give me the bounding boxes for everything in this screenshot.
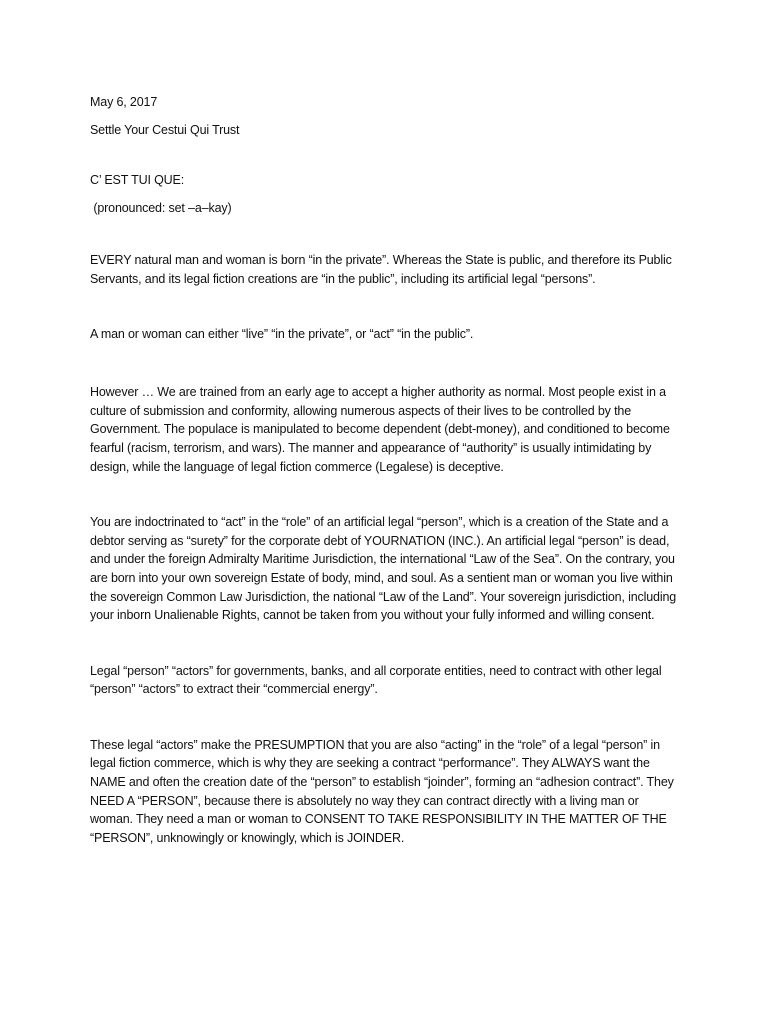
paragraph: Legal “person” “actors” for governments, banks, and all corporate entities, need to contract with other legal “person” “actors” to extract their “commercial energy”. — [90, 663, 662, 697]
paragraph: However … We are trained from an early age to accept a higher authority as normal. Most people exist in a culture of submission and conformity, allowing numerous aspects of their lives to be controlled by the Government. The populace is manipulated to become dependent (debt-money), and conditioned to become fearful (racism, terrorism, and wars). The manner and appearance of “authority” is usually intimidating by design, while the language of legal fiction commerce (Legalese) is deceptive. — [90, 385, 670, 474]
paragraph: You are indoctrinated to “act” in the “role” of an artificial legal “person”, which is a creation of the State and a debtor serving as “surety” for the corporate debt of YOURNATION (INC.). An artificial legal “person” is dead, and under the foreign Admiralty Maritime Jurisdiction, the international “Law of the Sea”. On the contrary, you are born into your own sovereign Estate of body, mind, and soul. As a sentient man or woman you live within the sovereign Common Law Jurisdiction, the national “Law of the Land”. Your sovereign jurisdiction, including your inborn Unalienable Rights, cannot be taken from you without your fully informed and willing consent. — [90, 515, 677, 623]
document-title: Settle Your Cestui Qui Trust — [90, 122, 240, 137]
section-heading: C’ EST TUI QUE: — [90, 173, 185, 188]
pronunciation-note: (pronounced: set –a–kay) — [90, 200, 232, 215]
paragraph: A man or woman can either “live” “in the private”, or “act” “in the public”. — [90, 326, 474, 341]
document-body — [90, 93, 678, 884]
paragraph: These legal “actors” make the PRESUMPTION that you are also “acting” in the “role” of a legal “person” in legal fiction commerce, which is why they are seeking a contract “performance”. They ALWAYS want the NAME and often the creation date of the “person” to establish “joinder”, forming an “adhesion contract”. They NEED A “PERSON”, because there is absolutely no way they can contract directly with a living man or woman. They need a man or woman to CONSENT TO TAKE RESPONSIBILITY IN THE MATTER OF THE “PERSON”, unknowingly or knowingly, which is JOINDER. — [90, 737, 674, 845]
paragraph: EVERY natural man and woman is born “in the private”. Whereas the State is public, and therefore its Public Servants, and its legal fiction creations are “in the public”, including its artificial legal “persons”. — [90, 253, 672, 286]
document-date: May 6, 2017 — [90, 95, 158, 109]
